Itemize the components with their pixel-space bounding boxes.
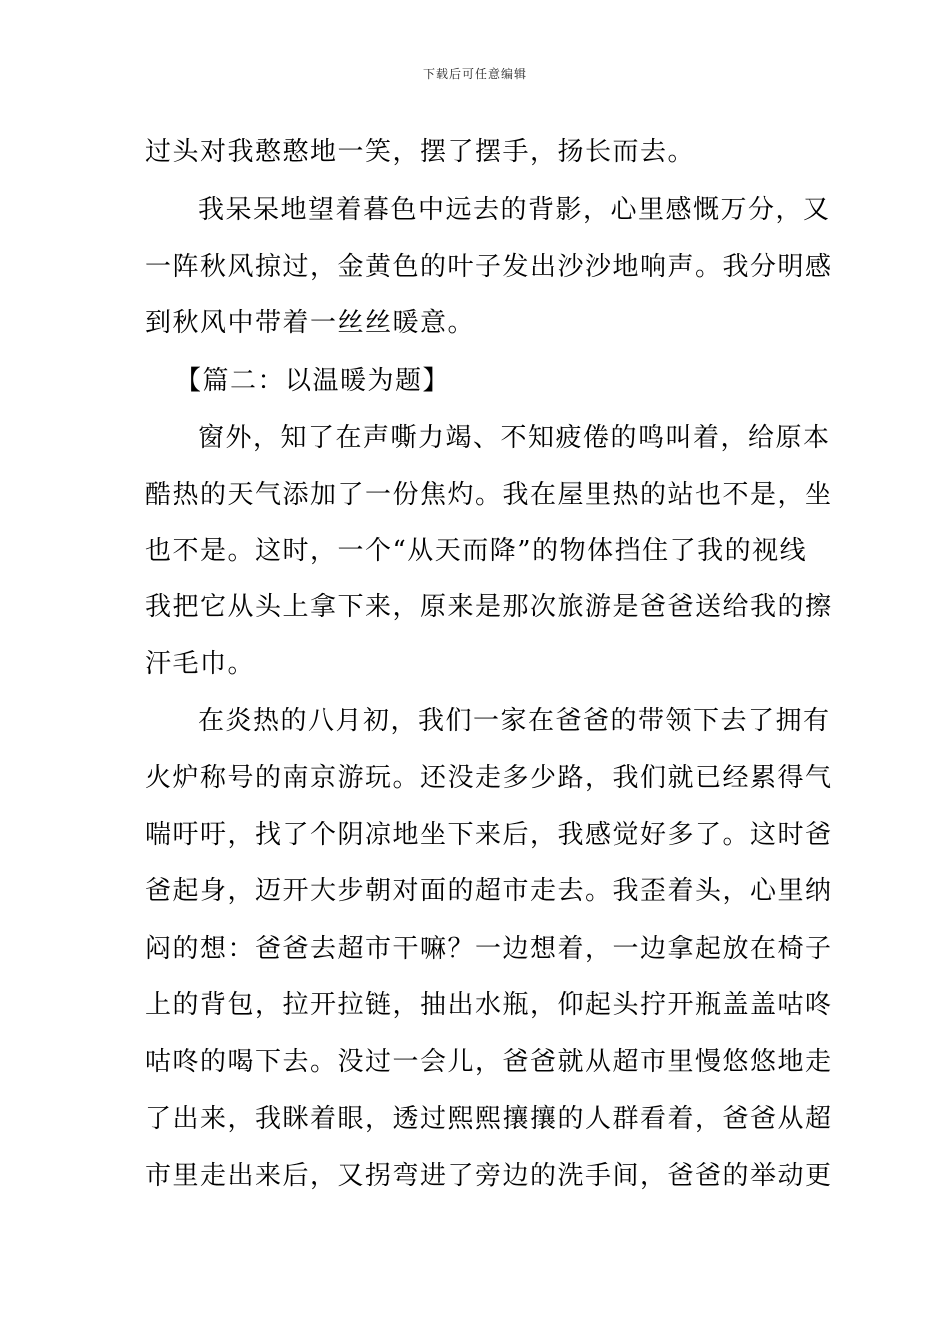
- text-line: 喘吁吁，找了个阴凉地坐下来后，我感觉好多了。这时爸: [145, 820, 833, 850]
- text-line: 窗外，知了在声嘶力竭、不知疲倦的鸣叫着，给原本: [198, 423, 831, 453]
- text-line: 闷的想：爸爸去超市干嘛？一边想着，一边拿起放在椅子: [145, 934, 833, 964]
- text-line: 到秋风中带着一丝丝暖意。: [145, 308, 476, 338]
- text-line: 汗毛巾。: [145, 649, 256, 679]
- text-line: 也不是。这时，一个“从天而降”的物体挡住了我的视线: [145, 536, 808, 566]
- text-line: 爸起身，迈开大步朝对面的超市走去。我歪着头，心里纳: [145, 876, 833, 906]
- text-line: 过头对我憨憨地一笑，摆了摆手，扬长而去。: [145, 137, 696, 167]
- text-line: 一阵秋风掠过，金黄色的叶子发出沙沙地响声。我分明感: [145, 252, 833, 282]
- text-line: 了出来，我眯着眼，透过熙熙攘攘的人群看着，爸爸从超: [145, 1104, 833, 1134]
- text-line: 咕咚的喝下去。没过一会儿，爸爸就从超市里慢悠悠地走: [145, 1047, 833, 1077]
- text-line: 火炉称号的南京游玩。还没走多少路，我们就已经累得气: [145, 763, 833, 793]
- section-heading: 【篇二：以温暖为题】: [175, 366, 451, 396]
- header-note: 下载后可任意编辑: [422, 67, 527, 81]
- text-line: 市里走出来后，又拐弯进了旁边的洗手间，爸爸的举动更: [145, 1161, 833, 1191]
- text-line: 我把它从头上拿下来，原来是那次旅游是爸爸送给我的擦: [145, 592, 833, 622]
- text-line: 上的背包，拉开拉链，抽出水瓶，仰起头拧开瓶盖盖咕咚: [145, 990, 833, 1020]
- text-line: 我呆呆地望着暮色中远去的背影，心里感慨万分，又: [198, 195, 831, 225]
- text-line: 酷热的天气添加了一份焦灼。我在屋里热的站也不是，坐: [145, 480, 833, 510]
- text-line: 在炎热的八月初，我们一家在爸爸的带领下去了拥有: [198, 706, 831, 736]
